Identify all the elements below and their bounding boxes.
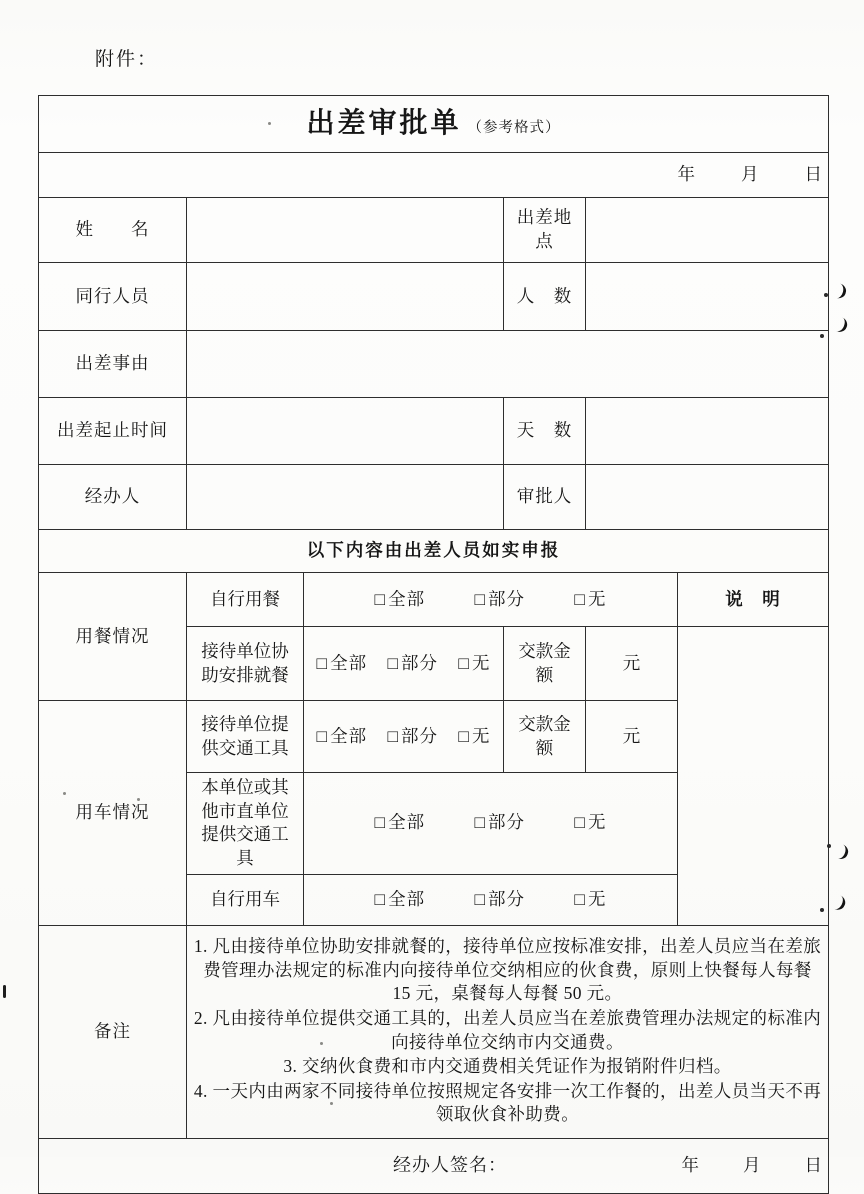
remarks-row (39, 925, 829, 1138)
option-all (375, 812, 426, 832)
option-part-label: 部分 (488, 888, 526, 909)
payment-amount-label: 交款金额 (504, 627, 586, 701)
form-title-note: （参考格式） (467, 120, 561, 137)
companions-label: 同行人员 (39, 263, 187, 331)
option-part-label: 部分 (401, 652, 439, 673)
checkbox-icon: □ (474, 888, 487, 909)
option-all-label: 全部 (388, 588, 426, 609)
duration-label: 出差起止时间 (39, 398, 187, 465)
own-unit-vehicle-label: 本单位或其他市直单位提供交通工具 (187, 773, 304, 875)
host-assisted-dining-label: 接待单位协助安排就餐 (187, 627, 304, 701)
days-label: 天 数 (504, 398, 586, 465)
option-none-label: 无 (587, 812, 607, 833)
date-month-label: 月 (741, 164, 759, 185)
destination-value-cell (586, 198, 829, 263)
ink-mark (320, 1042, 323, 1045)
remark-item-1: 1. 凡由接待单位协助安排就餐的，接待单位应按标准安排，出差人员应当在差旅费管理办法规定的标准内向接待单位交纳相应的伙食费，原则上快餐每人每餐 15 元，桌餐每人每餐 50 元。 (193, 936, 822, 1004)
date-row (39, 153, 829, 198)
approver-label: 审批人 (504, 465, 586, 530)
duration-row (39, 398, 829, 465)
title-row (39, 96, 829, 153)
checkbox-icon: □ (458, 652, 470, 673)
date-day-label: 日 (804, 164, 823, 185)
explanation-header: 说 明 (678, 573, 829, 627)
host-assisted-dining-options (304, 627, 504, 701)
form-title: 出差审批单 (306, 108, 462, 140)
option-part-label: 部分 (401, 725, 439, 746)
option-none-label: 无 (471, 652, 491, 673)
checkbox-icon: □ (574, 888, 586, 909)
checkbox-icon: □ (574, 588, 586, 609)
ink-mark (834, 317, 849, 335)
payment-unit-label: 元 (586, 701, 678, 773)
option-none-label: 无 (471, 725, 491, 746)
option-part-label: 部分 (488, 812, 526, 833)
meal-category-label: 用餐情况 (39, 573, 187, 701)
host-provided-vehicle-options (304, 701, 504, 773)
checkbox-icon: □ (458, 725, 470, 746)
ink-mark (824, 293, 828, 297)
name-row (39, 198, 829, 263)
ink-mark (137, 798, 140, 801)
explanation-value-cell (678, 627, 829, 926)
handler-row (39, 465, 829, 530)
payment-unit-label: 元 (586, 627, 678, 701)
name-label: 姓 名 (39, 198, 187, 263)
checkbox-icon: □ (474, 812, 487, 833)
date-year-label: 年 (677, 164, 696, 185)
checkbox-icon: □ (374, 812, 387, 833)
checkbox-icon: □ (574, 812, 586, 833)
days-value-cell (586, 398, 829, 465)
approver-value-cell (586, 465, 829, 530)
option-all (317, 726, 368, 746)
reason-row (39, 331, 829, 398)
option-all-label: 全部 (330, 652, 368, 673)
ink-mark (827, 844, 831, 848)
option-part (474, 889, 525, 909)
option-none (574, 812, 606, 832)
option-none-label: 无 (587, 888, 607, 909)
reason-label: 出差事由 (39, 331, 187, 398)
signature-label: 经办人签名： (393, 1155, 507, 1176)
companions-value-cell (187, 263, 504, 331)
option-all-label: 全部 (388, 812, 426, 833)
attachment-label: 附件： (95, 49, 159, 70)
declaration-header: 以下内容由出差人员如实申报 (39, 530, 829, 573)
host-provided-vehicle-label: 接待单位提供交通工具 (187, 701, 304, 773)
option-all (317, 653, 368, 673)
self-dining-options (304, 573, 678, 627)
remark-item-2: 2. 凡由接待单位提供交通工具的，出差人员应当在差旅费管理办法规定的标准内向接待单位交纳市内交通费。 (193, 1007, 822, 1052)
checkbox-icon: □ (316, 652, 329, 673)
footer-year-label: 年 (681, 1154, 700, 1175)
option-all-label: 全部 (330, 725, 368, 746)
remarks-label: 备注 (39, 925, 187, 1138)
ink-mark (3, 985, 6, 998)
checkbox-icon: □ (387, 652, 400, 673)
ink-mark (832, 895, 848, 913)
signature-cell (39, 1138, 829, 1193)
ink-mark (63, 792, 66, 795)
self-use-vehicle-options (304, 874, 678, 925)
option-part-label: 部分 (488, 588, 526, 609)
footer-day-label: 日 (804, 1154, 823, 1175)
footer-month-label: 月 (743, 1154, 761, 1175)
option-all (375, 889, 426, 909)
ink-mark (834, 283, 847, 300)
self-dining-label: 自行用餐 (187, 573, 304, 627)
checkbox-icon: □ (316, 725, 329, 746)
duration-value-cell (187, 398, 504, 465)
option-none (458, 653, 490, 673)
payment-amount-label: 交款金额 (504, 701, 586, 773)
checkbox-icon: □ (374, 888, 387, 909)
date-cell (39, 153, 829, 198)
destination-label: 出差地点 (504, 198, 586, 263)
option-none (574, 589, 606, 609)
vehicle-category-label: 用车情况 (39, 701, 187, 926)
option-all (375, 589, 426, 609)
companions-row (39, 263, 829, 331)
option-part (387, 726, 438, 746)
option-part (474, 812, 525, 832)
ink-mark (820, 334, 824, 338)
name-value-cell (187, 198, 504, 263)
option-none (458, 726, 490, 746)
declaration-header-row (39, 530, 829, 573)
self-dining-row (39, 573, 829, 627)
people-count-label: 人 数 (504, 263, 586, 331)
checkbox-icon: □ (387, 725, 400, 746)
option-all-label: 全部 (388, 888, 426, 909)
self-use-vehicle-label: 自行用车 (187, 874, 304, 925)
own-unit-vehicle-options (304, 773, 678, 875)
remark-item-3: 3. 交纳伙食费和市内交通费相关凭证作为报销附件归档。 (283, 1056, 732, 1077)
ink-mark (836, 844, 851, 862)
signature-row (39, 1138, 829, 1193)
option-none (574, 889, 606, 909)
ink-mark (820, 908, 824, 912)
form-title-cell (39, 96, 829, 153)
option-part (387, 653, 438, 673)
checkbox-icon: □ (374, 588, 387, 609)
trip-approval-form (38, 95, 829, 1194)
remarks-content (187, 925, 829, 1138)
option-none-label: 无 (587, 588, 607, 609)
reason-value-cell (187, 331, 829, 398)
ink-mark (268, 122, 271, 125)
remark-item-4: 4. 一天内由两家不同接待单位按照规定各安排一次工作餐的，出差人员当天不再领取伙食补助费。 (193, 1080, 822, 1125)
handler-label: 经办人 (39, 465, 187, 530)
people-count-value-cell (586, 263, 829, 331)
option-part (474, 589, 525, 609)
handler-value-cell (187, 465, 504, 530)
ink-mark (330, 1102, 333, 1105)
checkbox-icon: □ (474, 588, 487, 609)
